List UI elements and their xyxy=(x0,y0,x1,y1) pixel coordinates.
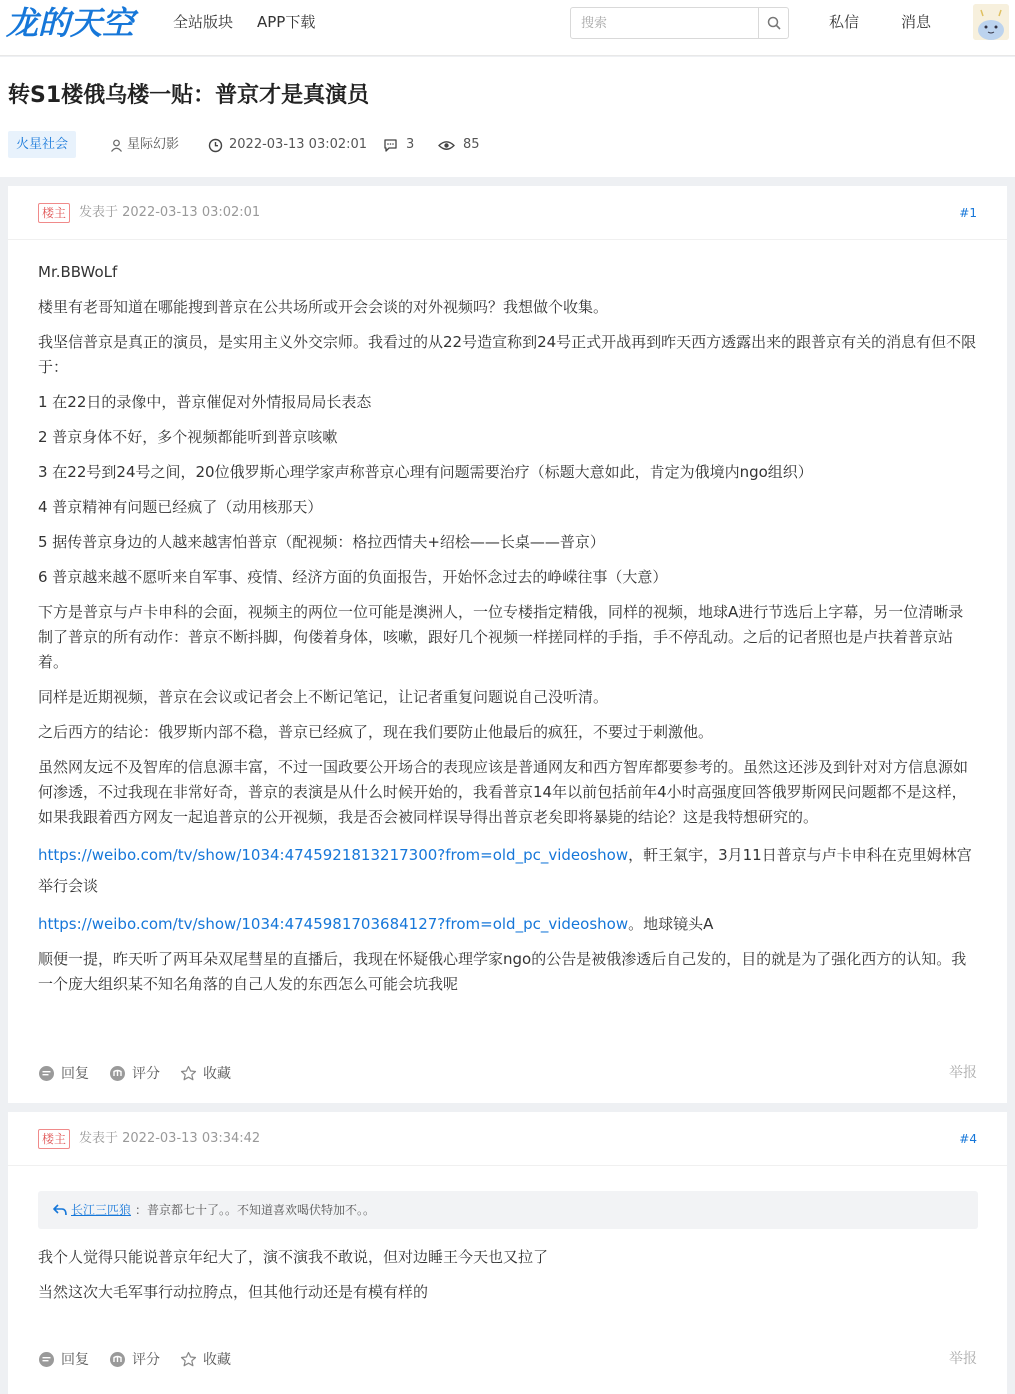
post-paragraph: 虽然网友远不及智库的信息源丰富，不过一国政要公开场合的表现应该是普通网友和西方智库都要参考的。虽然这还涉及到针对对方信息源如何渗透，不过我现在非常好奇，普京的表演是从什么时候开始的，我看普京14年以前包括前年4小时高强度回答俄罗斯网民问题都不是这样，如果我跟着西方网友一起追普京的公开视频，我是否会被同样误导得出普京老矣即将暴毙的结论？这是我特想研究的。 xyxy=(38,758,969,826)
star-icon xyxy=(180,1351,197,1368)
post-content xyxy=(38,1245,978,1315)
search-box xyxy=(570,7,789,39)
post-header xyxy=(8,186,1007,240)
thread-datetime xyxy=(208,135,367,155)
post-paragraph: 5 据传普京身边的人越来越害怕普京（配视频：格拉西情夫+绍桧——长桌——普京） xyxy=(38,533,605,551)
nav-all-forums[interactable]: 全站版块 xyxy=(173,13,234,31)
reply-button[interactable] xyxy=(38,1349,89,1369)
eye-icon xyxy=(438,138,455,153)
post-paragraph: 楼里有老哥知道在哪能搜到普京在公共场所或开会会谈的对外视频吗？我想做个收集。 xyxy=(38,298,609,316)
thread-header xyxy=(0,57,1015,177)
favorite-button[interactable] xyxy=(180,1349,231,1369)
rate-label: 评分 xyxy=(132,1066,160,1082)
notifications-link[interactable]: 消息 xyxy=(901,13,932,31)
post-paragraph: 我个人觉得只能说普京年纪大了，演不演我不敢说，但对边睡王今天也又拉了 xyxy=(38,1248,549,1266)
quote-block xyxy=(38,1191,978,1229)
post-paragraph: 顺便一提，昨天听了两耳朵双尾彗星的直播后，我现在怀疑俄心理学家ngo的公告是被俄渗透后自己发的，目的就是为了强化西方的认知。我一个庞大组织某不知名角落的自己人发的东西怎么可能会坑我呢 xyxy=(38,950,967,993)
op-badge: 楼主 xyxy=(38,1129,70,1149)
post-card xyxy=(8,1112,1007,1394)
post-paragraph: Mr.BBWoLf xyxy=(38,263,118,281)
post-card xyxy=(8,186,1007,1103)
favorite-label: 收藏 xyxy=(203,1352,231,1368)
top-header xyxy=(0,0,1015,56)
rate-button[interactable] xyxy=(109,1063,160,1083)
avatar-image xyxy=(973,4,1009,40)
post-paragraph: 同样是近期视频，普京在会议或记者会上不断记笔记，让记者重复问题说自己没听清。 xyxy=(38,688,609,706)
reply-arrow-icon xyxy=(53,1204,67,1216)
reply-icon xyxy=(38,1351,55,1368)
post-paragraph: 当然这次大毛军事行动拉胯点，但其他行动还是有模有样的 xyxy=(38,1283,429,1301)
reply-label: 回复 xyxy=(61,1352,89,1368)
view-count-value: 85 xyxy=(463,137,480,152)
link-caption: ，軒王氣宇，3月11日普京与卢卡申科在克里姆林宫举行会谈 xyxy=(38,846,972,895)
post-paragraph: 之后西方的结论：俄罗斯内部不稳，普京已经疯了，现在我们要防止他最后的疯狂，不要过于刺激他。 xyxy=(38,723,714,741)
reply-icon xyxy=(38,1065,55,1082)
video-link[interactable]: https://weibo.com/tv/show/1034:4745981703684127?from=old_pc_videoshow xyxy=(38,915,629,933)
post-paragraph: 6 普京越来越不愿听来自军事、疫情、经济方面的负面报告，开始怀念过去的峥嵘往事（大意） xyxy=(38,568,668,586)
rate-button[interactable] xyxy=(109,1349,160,1369)
site-logo[interactable]: 龙的天空 xyxy=(6,4,135,42)
post-time: 发表于 2022-03-13 03:34:42 xyxy=(79,1131,261,1146)
post-paragraph: 下方是普京与卢卡申科的会面，视频主的两位一位可能是澳洲人，一位专楼指定精俄，同样的视频，地球A进行节选后上字幕，另一位清晰录制了普京的所有动作：普京不断抖脚，佝偻着身体，咳嗽，跟好几个视频一样搓同样的手指，手不停乱动。之后的记者照也是卢扶着普京站着。 xyxy=(38,603,964,671)
reply-button[interactable] xyxy=(38,1063,89,1083)
author-name: 星际幻影 xyxy=(127,137,180,152)
quoted-text: ：普京都七十了。。不知道喜欢喝伏特加不。。 xyxy=(135,1203,376,1217)
post-actions xyxy=(38,1062,251,1084)
post-paragraph: 4 普京精神有问题已经疯了（动用核那天） xyxy=(38,498,323,516)
floor-number[interactable]: #1 xyxy=(959,206,977,220)
datetime-text: 2022-03-13 03:02:01 xyxy=(229,137,368,152)
reply-count xyxy=(383,135,414,155)
post-paragraph: 3 在22号到24号之间，20位俄罗斯心理学家声称普京心理有问题需要治疗（标题大意如此，肯定为俄境内ngo组织） xyxy=(38,463,813,481)
search-input[interactable] xyxy=(571,8,759,38)
link-caption: 。地球镜头A xyxy=(628,915,714,933)
favorite-label: 收藏 xyxy=(203,1066,231,1082)
floor-number[interactable]: #4 xyxy=(959,1132,977,1146)
report-link[interactable]: 举报 xyxy=(949,1351,977,1367)
op-badge: 楼主 xyxy=(38,203,70,223)
post-header xyxy=(8,1112,1007,1166)
video-link[interactable]: https://weibo.com/tv/show/1034:4745921813217300?from=old_pc_videoshow xyxy=(38,846,629,864)
comment-icon xyxy=(383,138,398,153)
view-count xyxy=(438,135,480,155)
report-link[interactable]: 举报 xyxy=(949,1065,977,1081)
favorite-button[interactable] xyxy=(180,1063,231,1083)
star-icon xyxy=(180,1065,197,1082)
user-avatar[interactable] xyxy=(973,4,1009,40)
search-button[interactable] xyxy=(758,8,788,38)
thread-author[interactable] xyxy=(110,135,179,155)
reply-count-value: 3 xyxy=(406,137,415,152)
rate-icon xyxy=(109,1065,126,1082)
post-actions xyxy=(38,1348,251,1370)
clock-icon xyxy=(208,138,223,153)
search-icon xyxy=(767,16,781,30)
post-paragraph: 2 普京身体不好，多个视频都能听到普京咳嗽 xyxy=(38,428,338,446)
post-paragraph xyxy=(38,912,978,937)
thread-title: 转S1楼俄乌楼一贴：普京才是真演员 xyxy=(8,83,370,108)
rate-label: 评分 xyxy=(132,1352,160,1368)
quoted-author[interactable]: 长江三匹狼 xyxy=(71,1203,132,1217)
nav-app-download[interactable]: APP下载 xyxy=(257,13,316,31)
post-time: 发表于 2022-03-13 03:02:01 xyxy=(79,205,261,220)
user-icon xyxy=(110,139,123,152)
reply-label: 回复 xyxy=(61,1066,89,1082)
rate-icon xyxy=(109,1351,126,1368)
post-paragraph xyxy=(38,840,978,902)
post-paragraph: 我坚信普京是真正的演员，是实用主义外交宗师。我看过的从22号造宣称到24号正式开战再到昨天西方透露出来的跟普京有关的消息有但不限于： xyxy=(38,333,977,376)
post-paragraph: 1 在22日的录像中，普京催促对外情报局局长表态 xyxy=(38,393,372,411)
private-messages-link[interactable]: 私信 xyxy=(829,13,860,31)
post-content xyxy=(38,260,978,1007)
forum-tag[interactable]: 火星社会 xyxy=(8,131,76,158)
